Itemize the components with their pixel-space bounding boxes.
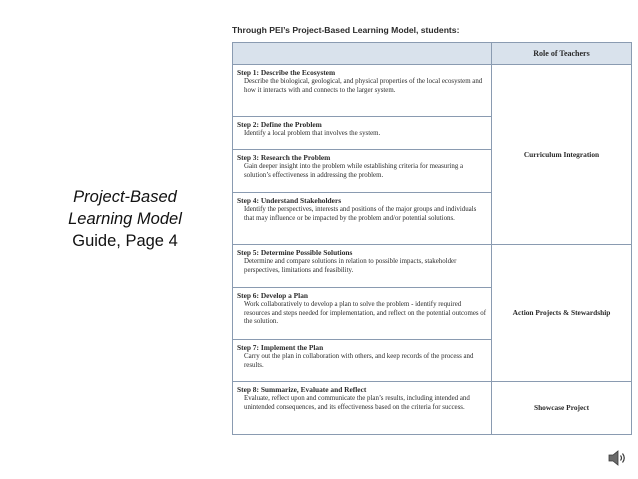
step-5-description: Determine and compare solutions in relation to possible impacts, stakeholder perspectives, limitations and feasibility. xyxy=(244,258,457,274)
step-2-cell xyxy=(233,117,492,150)
table-row xyxy=(233,382,632,435)
step-6-cell xyxy=(233,288,492,340)
step-5-cell xyxy=(233,245,492,288)
step-4-description: Identify the perspectives, interests and positions of the major groups and individuals that may influence or be impacted by the problem and/or potential solutions. xyxy=(244,206,477,222)
step-3-description: Gain deeper insight into the problem while establishing criteria for measuring a solution’s effectiveness in addressing the problem. xyxy=(244,163,464,179)
step-8-description: Evaluate, reflect upon and communicate the plan’s results, including intended and unintended consequences, and its effectiveness based on the criteria for success. xyxy=(244,395,470,411)
speaker-icon[interactable] xyxy=(607,449,629,467)
role-curriculum-integration: Curriculum Integration xyxy=(492,65,632,245)
step-7-description: Carry out the plan in collaboration with others, and keep records of the process and results. xyxy=(244,353,474,369)
step-8-cell xyxy=(233,382,492,435)
header-blank-cell xyxy=(233,43,492,65)
step-6-description: Work collaboratively to develop a plan to solve the problem - identify required resources and steps needed for implementation, and reflect on the potential outcomes of the solution. xyxy=(244,301,487,326)
step-7-cell xyxy=(233,340,492,382)
step-1-description: Describe the biological, geological, and physical properties of the local ecosystem and how it interacts with and connects to the larger system. xyxy=(244,78,483,94)
document-title: Through PEI’s Project-Based Learning Model, students: xyxy=(232,25,460,35)
step-5-title: Step 5: Determine Possible Solutions xyxy=(237,248,353,257)
table-row xyxy=(233,65,632,117)
step-7-title: Step 7: Implement the Plan xyxy=(237,343,324,352)
table-row xyxy=(233,245,632,288)
step-3-title: Step 3: Research the Problem xyxy=(237,153,331,162)
role-showcase-project: Showcase Project xyxy=(492,382,632,435)
pbl-steps-table xyxy=(232,42,632,435)
caption-line-1: Project-Based xyxy=(73,188,177,206)
step-4-title: Step 4: Understand Stakeholders xyxy=(237,196,342,205)
role-of-teachers-header: Role of Teachers xyxy=(492,43,632,65)
table-header-row xyxy=(233,43,632,65)
step-1-cell xyxy=(233,65,492,117)
step-6-title: Step 6: Develop a Plan xyxy=(237,291,309,300)
step-4-cell xyxy=(233,193,492,245)
caption-line-3: Guide, Page 4 xyxy=(72,232,178,250)
step-2-title: Step 2: Define the Problem xyxy=(237,120,322,129)
slide-caption xyxy=(52,186,198,252)
step-2-description: Identify a local problem that involves the system. xyxy=(244,130,381,137)
step-8-title: Step 8: Summarize, Evaluate and Reflect xyxy=(237,385,367,394)
step-3-cell xyxy=(233,150,492,193)
role-action-projects-stewardship: Action Projects & Stewardship xyxy=(492,245,632,382)
caption-line-2: Learning Model xyxy=(68,210,182,228)
step-1-title: Step 1: Describe the Ecosystem xyxy=(237,68,336,77)
